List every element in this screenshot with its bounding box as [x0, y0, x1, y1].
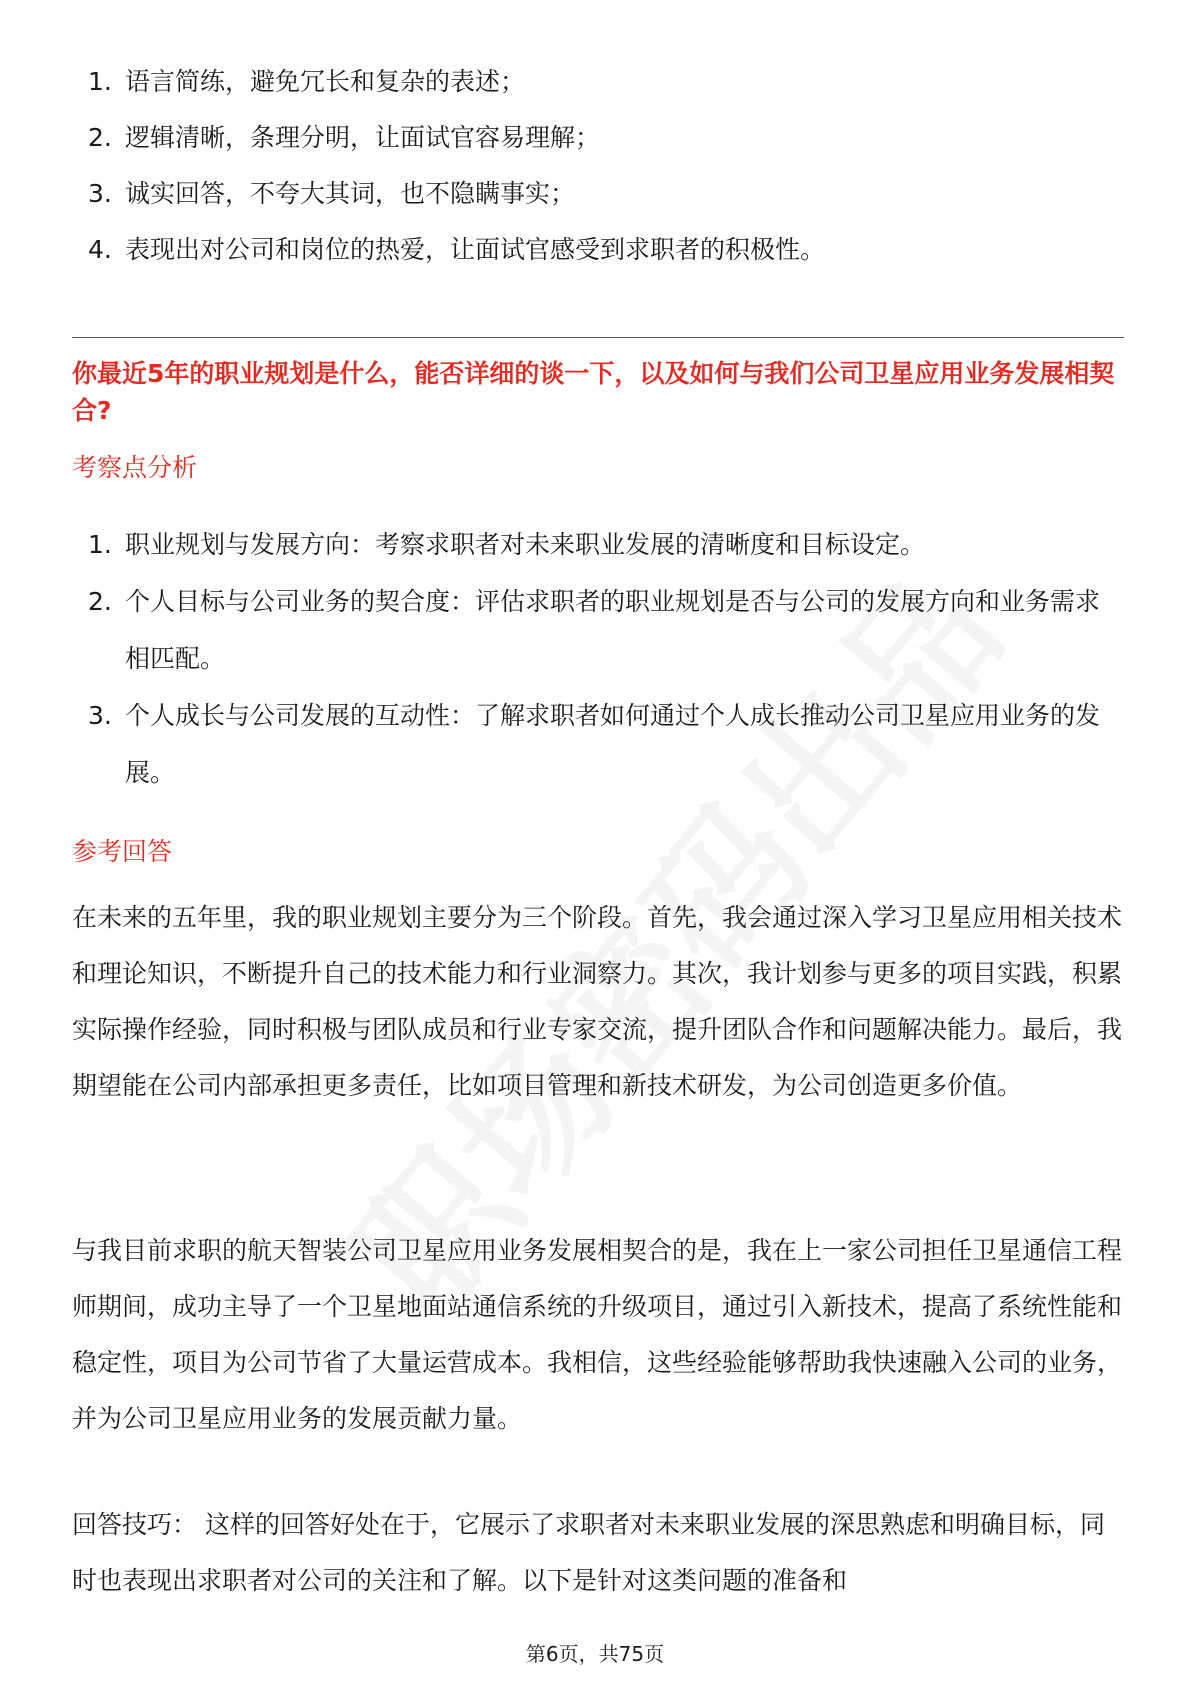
list-item [72, 54, 1124, 110]
list-number: 1. [88, 530, 112, 559]
list-number: 3. [88, 179, 112, 208]
list-item [72, 573, 1124, 687]
list-text: 个人成长与公司发展的互动性：了解求职者如何通过个人成长推动公司卫星应用业务的发展。 [125, 701, 1101, 787]
list-item [72, 516, 1124, 573]
list-text: 个人目标与公司业务的契合度：评估求职者的职业规划是否与公司的发展方向和业务需求相匹配。 [125, 587, 1101, 673]
section-divider [72, 337, 1124, 338]
page-footer: 第6页，共75页 [525, 1642, 665, 1666]
list-number: 2. [88, 123, 112, 152]
list-item [72, 687, 1124, 801]
list-number: 1. [88, 67, 112, 96]
intro-list [72, 54, 1124, 278]
list-text: 语言简练，避免冗长和复杂的表述； [125, 67, 526, 96]
list-number: 4. [88, 235, 112, 264]
list-text: 表现出对公司和岗位的热爱，让面试官感受到求职者的积极性。 [125, 235, 826, 264]
list-text: 诚实回答，不夸大其词，也不隐瞒事实； [125, 179, 576, 208]
list-number: 2. [88, 587, 112, 616]
list-text: 职业规划与发展方向：考察求职者对未来职业发展的清晰度和目标设定。 [125, 530, 926, 559]
list-item [72, 166, 1124, 222]
tips-paragraph: 回答技巧： 这样的回答好处在于，它展示了求职者对未来职业发展的深思熟虑和明确目标，同时也表现出求职者对公司的关注和了解。以下是针对这类问题的准备和 [72, 1510, 1105, 1595]
analysis-list [72, 516, 1124, 801]
question-heading: 你最近5年的职业规划是什么，能否详细的谈一下，以及如何与我们公司卫星应用业务发展相契合? [72, 359, 1115, 425]
list-item [72, 110, 1124, 166]
answer-heading: 参考回答 [72, 837, 173, 866]
answer-paragraph: 与我目前求职的航天智装公司卫星应用业务发展相契合的是，我在上一家公司担任卫星通信工程师期间，成功主导了一个卫星地面站通信系统的升级项目，通过引入新技术，提高了系统性能和稳定性，项目为公司节省了大量运营成本。我相信，这些经验能够帮助我快速融入公司的业务，并为公司卫星应用业务的发展贡献力量。 [72, 1236, 1123, 1433]
list-number: 3. [88, 701, 112, 730]
list-text: 逻辑清晰，条理分明，让面试官容易理解； [125, 123, 601, 152]
answer-paragraph: 在未来的五年里，我的职业规划主要分为三个阶段。首先，我会通过深入学习卫星应用相关技术和理论知识，不断提升自己的技术能力和行业洞察力。其次，我计划参与更多的项目实践，积累实际操作经验，同时积极与团队成员和行业专家交流，提升团队合作和问题解决能力。最后，我期望能在公司内部承担更多责任，比如项目管理和新技术研发，为公司创造更多价值。 [72, 903, 1123, 1100]
list-item [72, 222, 1124, 278]
analysis-heading: 考察点分析 [72, 453, 198, 482]
